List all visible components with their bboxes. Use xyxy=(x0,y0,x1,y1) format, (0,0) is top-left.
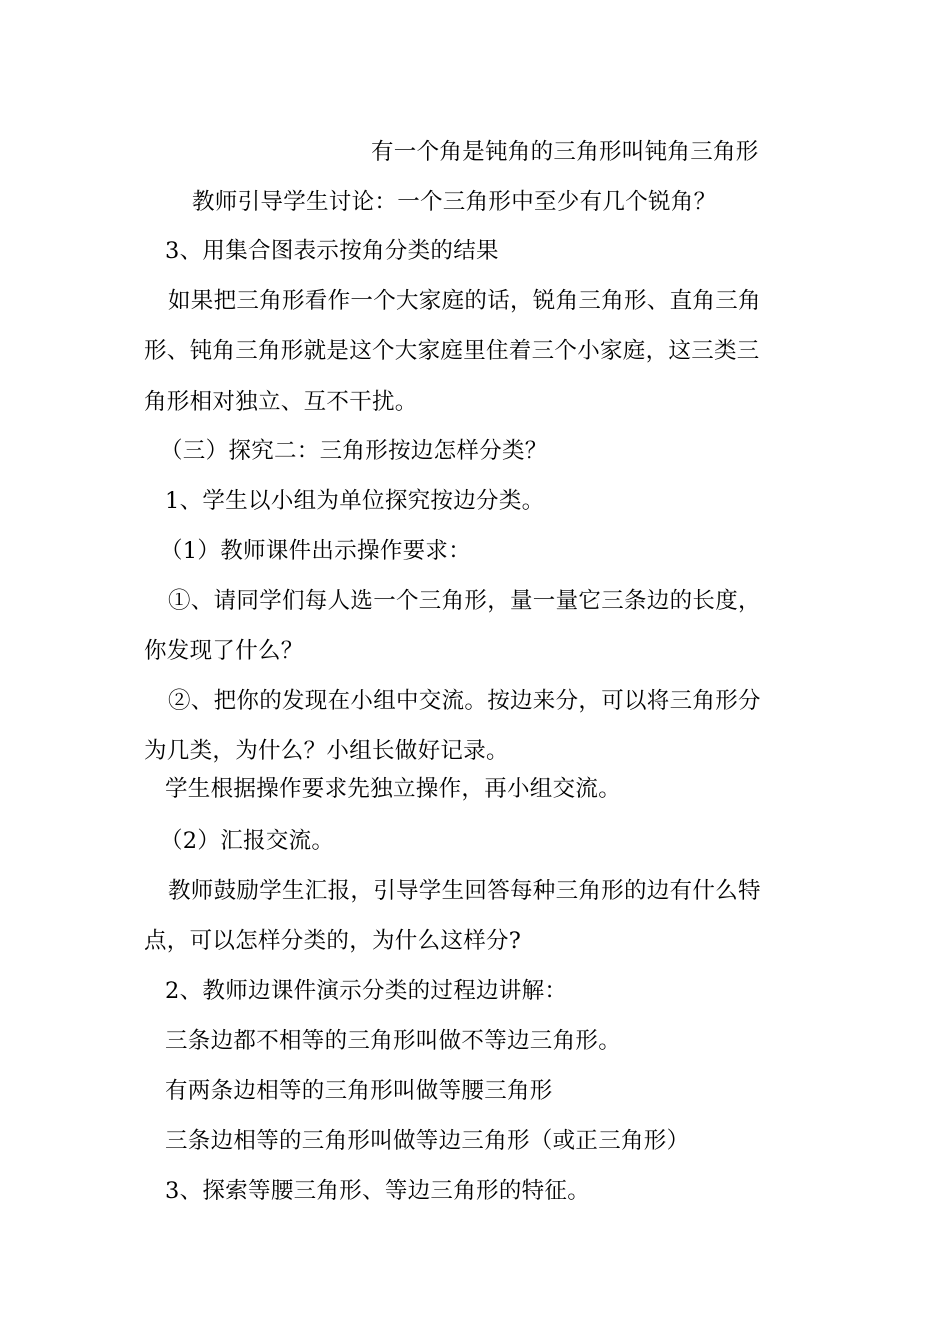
text-line-item-2a: ②、把你的发现在小组中交流。按边来分，可以将三角形分 xyxy=(168,688,761,714)
text-line-paragraph-family-1: 如果把三角形看作一个大家庭的话，锐角三角形、直角三角 xyxy=(168,288,761,314)
text-line-student-operate: 学生根据操作要求先独立操作，再小组交流。 xyxy=(165,776,622,802)
text-line-step-1: （1）教师课件出示操作要求： xyxy=(160,538,472,564)
text-line-item-2b: 为几类，为什么？小组长做好记录。 xyxy=(144,738,509,764)
text-line-paragraph-family-2: 形、钝角三角形就是这个大家庭里住着三个小家庭，这三类三 xyxy=(144,338,760,364)
text-line-teacher-guide: 教师引导学生讨论：一个三角形中至少有几个锐角？ xyxy=(192,189,717,215)
text-line-equilateral-definition: 三条边相等的三角形叫做等边三角形（或正三角形） xyxy=(165,1128,690,1154)
text-line-item-1a: ①、请同学们每人选一个三角形，量一量它三条边的长度， xyxy=(168,588,761,614)
text-line-report-2: 点，可以怎样分类的，为什么这样分? xyxy=(144,928,522,954)
text-line-section-2: 2、教师边课件演示分类的过程边讲解： xyxy=(165,978,568,1004)
text-line-section-3-features: 3、探索等腰三角形、等边三角形的特征。 xyxy=(165,1178,591,1204)
text-line-scalene-definition: 三条边都不相等的三角形叫做不等边三角形。 xyxy=(165,1028,622,1054)
text-line-step-2: （2）汇报交流。 xyxy=(160,828,335,854)
text-line-section-3: 3、用集合图表示按角分类的结果 xyxy=(165,238,499,264)
text-line-explore-2-heading: （三）探究二：三角形按边怎样分类？ xyxy=(160,438,548,464)
text-line-obtuse-definition: 有一个角是钝角的三角形叫钝角三角形 xyxy=(371,139,759,165)
text-line-paragraph-family-3: 角形相对独立、互不干扰。 xyxy=(144,389,418,415)
text-line-isosceles-definition: 有两条边相等的三角形叫做等腰三角形 xyxy=(165,1078,553,1104)
text-line-item-1b: 你发现了什么？ xyxy=(144,638,304,664)
text-line-section-1: 1、学生以小组为单位探究按边分类。 xyxy=(165,488,545,514)
text-line-report-1: 教师鼓励学生汇报，引导学生回答每种三角形的边有什么特 xyxy=(168,878,761,904)
